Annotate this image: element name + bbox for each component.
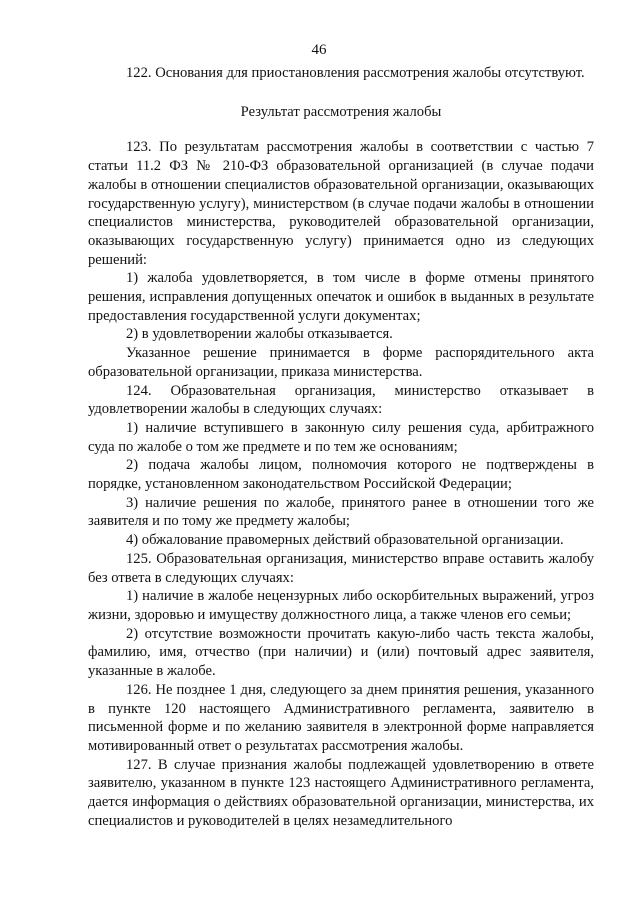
paragraph-124-item-3: 3) наличие решения по жалобе, принятого ранее в отношении того же заявителя и по тому же предмету жалобы; bbox=[88, 494, 594, 530]
paragraph-123: 123. По результатам рассмотрения жалобы в соответствии с частью 7 статьи 11.2 ФЗ № 210-ФЗ образовательной организацией (в случае подачи жалобы в отношении специалистов образовательной организации, оказывающих государственную услугу), министерством (в случае подачи жалобы в отношении специалистов министерства, руководителей образовательной организации, оказывающих государственную услугу) принимается одно из следующих решений: bbox=[88, 139, 594, 268]
paragraph-125: 125. Образовательная организация, министерство вправе оставить жалобу без ответа в следующих случаях: bbox=[88, 550, 594, 586]
document-body bbox=[88, 64, 594, 830]
paragraph-122: 122. Основания для приостановления рассмотрения жалобы отсутствуют. bbox=[126, 65, 585, 81]
paragraph-124: 124. Образовательная организация, министерство отказывает в удовлетворении жалобы в следующих случаях: bbox=[88, 382, 594, 418]
paragraph-125-item-1: 1) наличие в жалобе нецензурных либо оскорбительных выражений, угроз жизни, здоровью и имуществу должностного лица, а также членов его семьи; bbox=[88, 588, 594, 623]
paragraph-127: 127. В случае признания жалобы подлежащей удовлетворению в ответе заявителю, указанном в пункте 123 настоящего Административного регламента, дается информация о действиях образовательной организации, министерства, их специалистов и руководителей в целях незамедлительного bbox=[88, 756, 594, 829]
paragraph-123-item-2: 2) в удовлетворении жалобы отказывается. bbox=[126, 326, 393, 343]
paragraph-124-item-1: 1) наличие вступившего в законную силу решения суда, арбитражного суда по жалобе о том же предмете и по тем же основаниям; bbox=[88, 419, 594, 455]
paragraph-124-item-4: 4) обжалование правомерных действий образовательной организации. bbox=[126, 532, 564, 549]
paragraph-123-item-1: 1) жалоба удовлетворяется, в том числе в форме отмены принятого решения, исправления допущенных опечаток и ошибок в выданных в результате предоставления государственной услуги документах; bbox=[88, 270, 594, 324]
paragraph-125-item-2: 2) отсутствие возможности прочитать какую-либо часть текста жалобы, фамилию, имя, отчество (при наличии) и (или) почтовый адрес заявителя, указанные в жалобе. bbox=[88, 625, 594, 680]
section-heading: Результат рассмотрения жалобы bbox=[240, 103, 442, 120]
paragraph-126: 126. Не позднее 1 дня, следующего за днем принятия решения, указанного в пункте 120 настоящего Административного регламента, заявителю в письменной форме и по желанию заявителя в электронной форме направляется мотивированный ответ о результатах рассмотрения жалобы. bbox=[88, 681, 594, 754]
paragraph-124-item-2: 2) подача жалобы лицом, полномочия которого не подтверждены в порядке, установленном законодательством Российской Федерации; bbox=[88, 457, 594, 493]
page-number: 46 bbox=[311, 42, 327, 58]
paragraph-123-note: Указанное решение принимается в форме распорядительного акта образовательной организации, приказа министерства. bbox=[88, 345, 594, 380]
